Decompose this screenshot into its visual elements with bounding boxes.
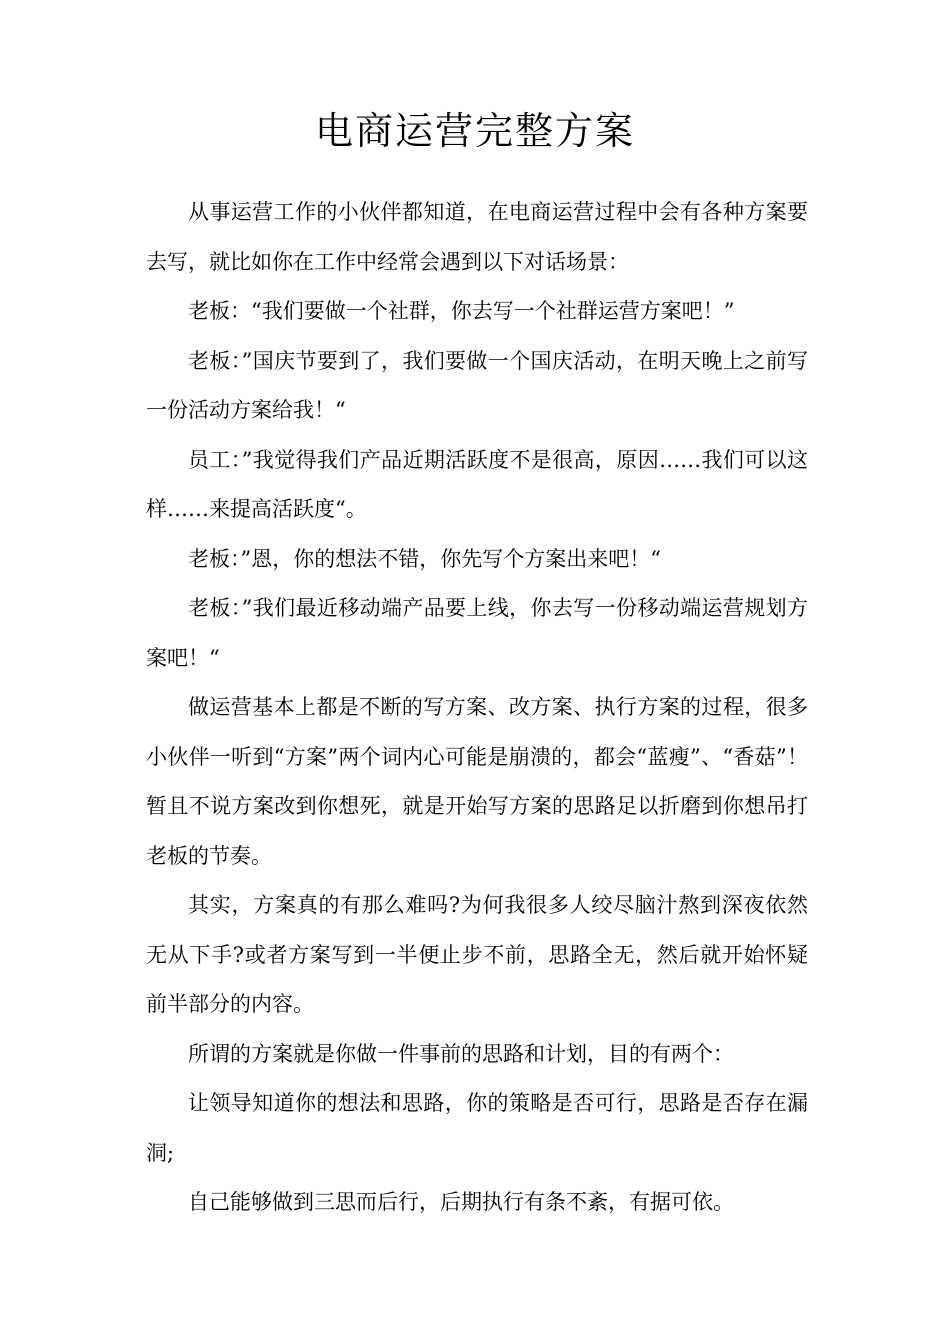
paragraph: 自己能够做到三思而后行，后期执行有条不紊，有据可依。 <box>188 1190 734 1214</box>
document-body <box>146 188 808 1228</box>
paragraph: 从事运营工作的小伙伴都知道，在电商运营过程中会有各种方案要去写，就比如你在工作中经常会遇到以下对话场景： <box>146 200 808 274</box>
paragraph: 老板：”国庆节要到了，我们要做一个国庆活动，在明天晚上之前写一份活动方案给我！“ <box>146 348 808 422</box>
paragraph: 让领导知道你的想法和思路，你的策略是否可行，思路是否存在漏洞; <box>146 1091 808 1165</box>
paragraph: 做运营基本上都是不断的写方案、改方案、执行方案的过程，很多小伙伴一听到“方案”两个词内心可能是崩溃的，都会“蓝瘦”、“香菇”！暂且不说方案改到你想死，就是开始写方案的思路足以折磨到你想吊打老板的节奏。 <box>146 695 808 868</box>
paragraph: 其实，方案真的有那么难吗?为何我很多人绞尽脑汁熬到深夜依然无从下手?或者方案写到一半便止步不前，思路全无，然后就开始怀疑前半部分的内容。 <box>146 893 808 1016</box>
paragraph: 所谓的方案就是你做一件事前的思路和计划，目的有两个： <box>188 1041 734 1066</box>
paragraph: 老板：”我们最近移动端产品要上线，你去写一份移动端运营规划方案吧！“ <box>146 596 808 670</box>
paragraph: 老板：“我们要做一个社群，你去写一个社群运营方案吧！” <box>188 299 735 323</box>
document-title: 电商运营完整方案 <box>314 109 635 153</box>
paragraph: 员工：”我觉得我们产品近期活跃度不是很高，原因……我们可以这样……来提高活跃度“。 <box>146 447 808 521</box>
paragraph: 老板：”恩，你的想法不错，你先写个方案出来吧！“ <box>188 546 661 571</box>
